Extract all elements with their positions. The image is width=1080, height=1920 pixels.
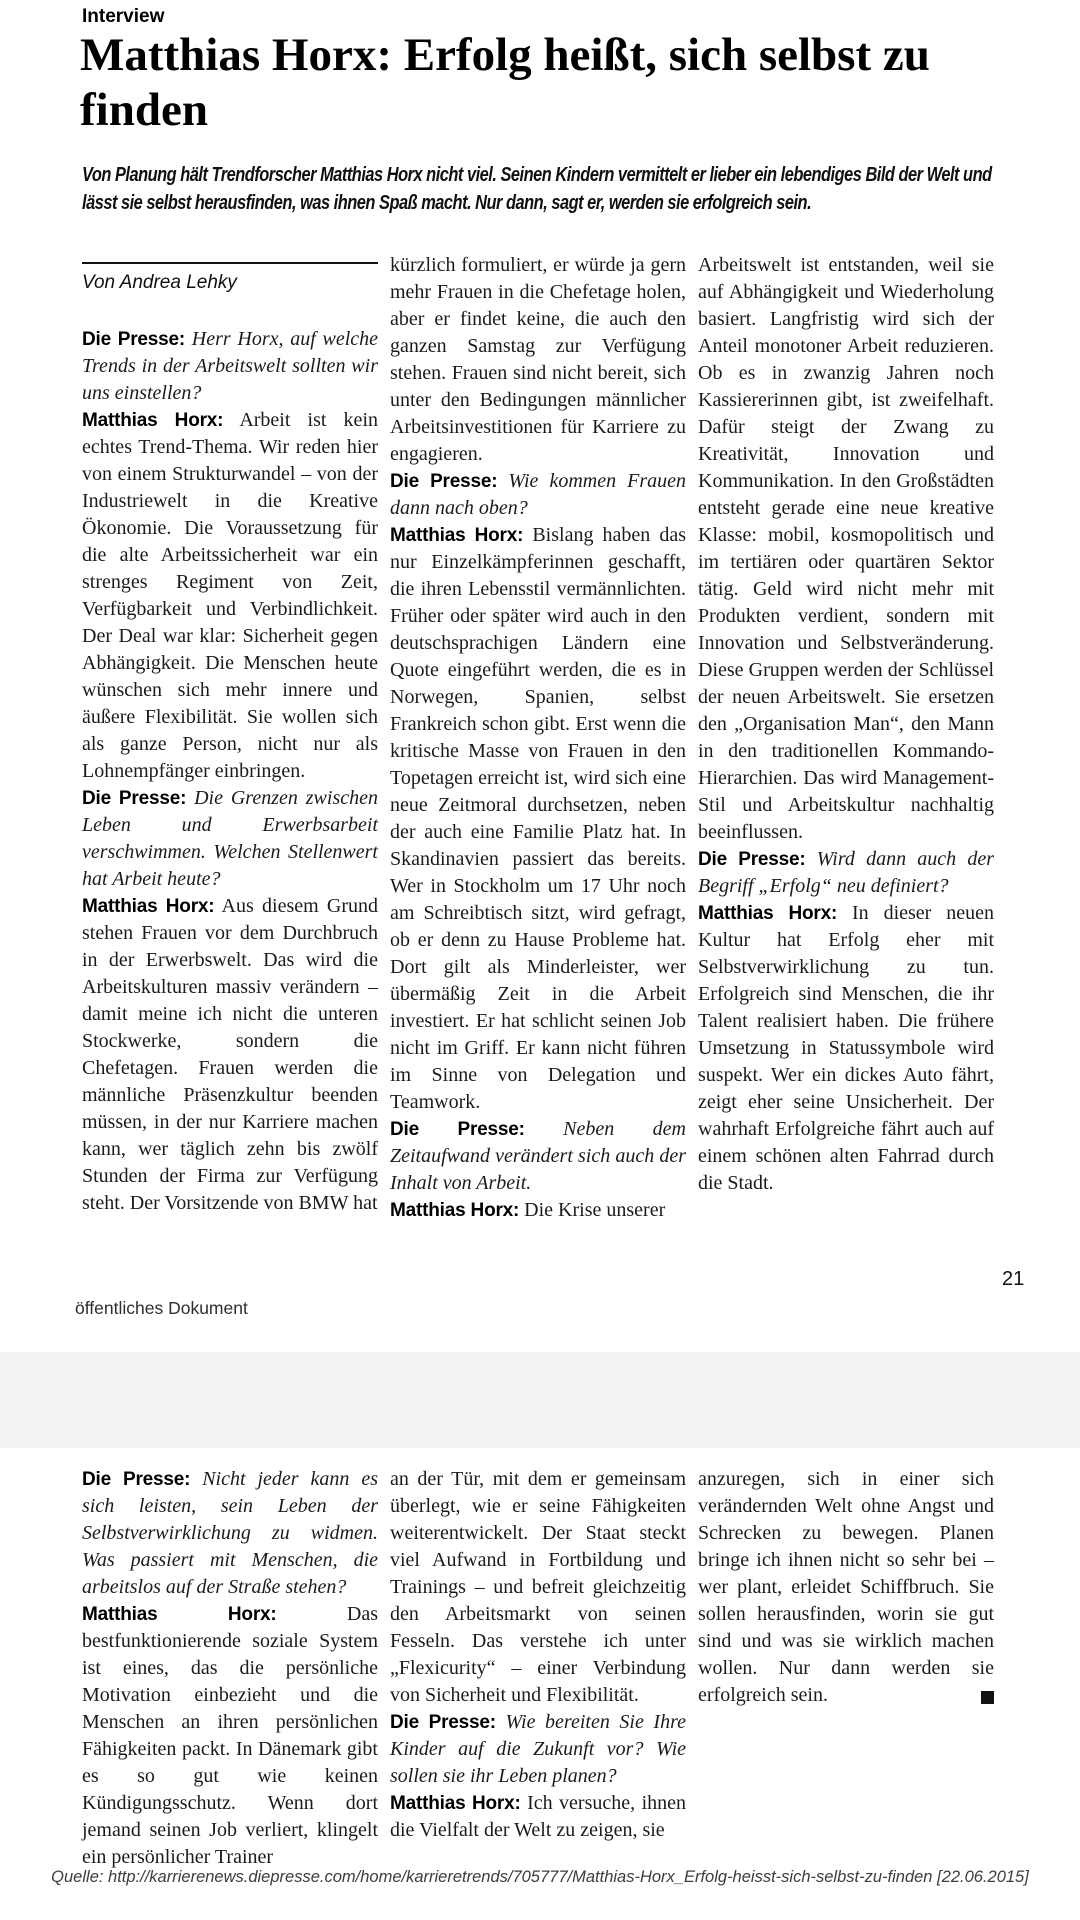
page2-column-2 — [390, 1466, 686, 1871]
answer-text: In dieser neuen Kultur hat Erfolg eher mit Selbstverwirklichung zu tun. Erfolgreich sind Menschen, die ihr Talent realisiert haben. Die frühere Umsetzung in Statussymbole wird suspekt. Wer ein dickes Auto fährt, zeigt eher seine Unsicherheit. Der wahrhaft Erfolgreiche fährt auch auf einem schönen alten Fahrrad durch die Stadt. — [698, 902, 994, 1194]
question-text: Neben dem Zeitaufwand verändert sich auch der Inhalt von Arbeit. — [390, 1118, 686, 1194]
qa-paragraph — [82, 326, 378, 407]
byline-block — [82, 262, 378, 294]
continuation-paragraph — [698, 1466, 994, 1709]
page-number: 21 — [1002, 1268, 1025, 1290]
answer-text: kürzlich formuliert, er würde ja gern mehr Frauen in die Chefetage holen, aber er findet keine, die auch den ganzen Samstag zur Verfügung stehen. Frauen sind nicht bereit, sich unter den Bedingungen männlicher Arbeitsinvestitionen für Karriere zu engagieren. — [390, 254, 686, 465]
answer-text: Das bestfunktionierende soziale System ist eines, das die persönliche Motivation einbezieht und die Menschen an ihren persönlichen Fähigkeiten packt. In Dänemark gibt es so gut wie keinen Kündigungsschutz. Wenn dort jemand seinen Job verliert, klingelt ein persönlicher Trainer — [82, 1603, 378, 1868]
page1-columns — [82, 252, 994, 1224]
speaker-label: Matthias Horx: — [698, 903, 838, 924]
page1-column-3 — [698, 252, 994, 1224]
lead-paragraph-wrap — [82, 162, 994, 217]
answer-text: anzuregen, sich in einer sich verändernden Welt ohne Angst und Schrecken zu bewegen. Planen bringe ich ihnen nicht so sehr bei – wer plant, erleidet Schiffbruch. Sie sollen herausfinden, worin sie gut sind und was sie wirklich machen wollen. Nur dann werden sie erfolgreich sein. — [698, 1468, 994, 1706]
speaker-label: Die Presse: — [82, 329, 186, 350]
document-classification-label: öffentliches Dokument — [75, 1298, 248, 1318]
lead-paragraph: Von Planung hält Trendforscher Matthias Horx nicht viel. Seinen Kindern vermittelt er lieber ein lebendiges Bild der Welt und lässt sie selbst herausfinden, was ihnen Spaß macht. Nur dann, sagt er, werden sie erfolgreich sein. — [82, 164, 992, 214]
answer-text: Arbeit ist kein echtes Trend-Thema. Wir reden hier von einem Strukturwandel – von der Industriewelt in die Kreative Ökonomie. Die Voraussetzung für die alte Arbeitssicherheit war ein strenges Regiment von Zeit, Verfügbarkeit und Verbindlichkeit. Der Deal war klar: Sicherheit gegen Abhängigkeit. Die Menschen heute wünschen sich mehr innere und äußere Flexibilität. Sie wollen sich als ganze Person, nicht nur als Lohnempfänger einbringen. — [82, 409, 378, 782]
qa-paragraph — [390, 1116, 686, 1197]
page1-column-2 — [390, 252, 686, 1224]
page2-column-3 — [698, 1466, 994, 1871]
qa-paragraph — [390, 522, 686, 1116]
byline-text: Von Andrea Lehky — [82, 272, 237, 293]
answer-text: Arbeitswelt ist entstanden, weil sie auf Abhängigkeit und Wiederholung basiert. Langfristig wird sich der Anteil monotoner Arbeit reduzieren. Ob es in zwanzig Jahren noch Kassiererinnen gibt, ist zweifelhaft. Dafür steigt der Zwang zu Kreativität, Innovation und Kommunikation. In den Großstädten entsteht gerade eine neue kreative Klasse: mobil, kosmopolitisch und im tertiären oder quartären Sektor tätig. Geld wird nicht mehr mit Produkten verdient, sondern mit Innovation und Selbstveränderung. Diese Gruppen werden der Schlüssel der neuen Arbeitswelt. Sie ersetzen den „Organisation Man“, den Mann in den traditionellen Kommando-Hierarchien. Das wird Management-Stil und Arbeitskultur nachhaltig beeinflussen. — [698, 254, 994, 843]
answer-text: Ich versuche, ihnen die Vielfalt der Welt zu zeigen, sie — [390, 1792, 686, 1841]
answer-text: Die Krise unserer — [524, 1199, 666, 1221]
qa-paragraph — [390, 468, 686, 522]
page-gap-band — [0, 1352, 1080, 1448]
answer-text: an der Tür, mit dem er gemeinsam überlegt, wie er seine Fähigkeiten weiterentwickelt. Der Staat steckt viel Aufwand in Fortbildung und Trainings – und befreit gleichzeitig den Arbeitsmarkt von seinen Fesseln. Das verstehe ich unter „Flexicurity“ – einer Verbindung von Sicherheit und Flexibilität. — [390, 1468, 686, 1706]
speaker-label: Die Presse: — [698, 849, 806, 870]
kicker-label: Interview — [82, 6, 165, 27]
qa-paragraph — [82, 407, 378, 785]
page1-column-1 — [82, 252, 378, 1224]
qa-paragraph — [390, 1709, 686, 1790]
question-text: Nicht jeder kann es sich leisten, sein Leben der Selbstverwirklichung zu widmen. Was passiert mit Menschen, die arbeitslos auf der Straße stehen? — [82, 1468, 379, 1598]
speaker-label: Matthias Horx: — [82, 410, 224, 431]
page2-columns — [82, 1466, 994, 1871]
question-text: Wie kommen Frauen dann nach oben? — [390, 470, 686, 519]
source-citation: Quelle: http://karrierenews.diepresse.com/home/karrieretrends/705777/Matthias-Horx_Erfolg-heisst-sich-selbst-zu-finden [22.06.2015] — [51, 1868, 1029, 1886]
question-text: Die Grenzen zwischen Leben und Erwerbsarbeit verschwimmen. Welchen Stellenwert hat Arbeit heute? — [82, 787, 378, 890]
speaker-label: Die Presse: — [82, 1469, 191, 1490]
speaker-label: Matthias Horx: — [82, 896, 215, 917]
speaker-label: Matthias Horx: — [390, 1200, 520, 1221]
qa-paragraph — [82, 893, 378, 1217]
answer-text: Bislang haben das nur Einzelkämpferinnen geschafft, die ihren Lebensstil vermännlichten. Früher oder später wird auch in den deutschsprachigen Ländern eine Quote eingeführt werden, die es in Norwegen, Spanien, selbst Frankreich schon gibt. Erst wenn die kritische Masse von Frauen in den Topetagen erreicht ist, wird sich eine neue Zeitmoral durchsetzen, neben der auch eine Familie Platz hat. In Skandinavien passiert das bereits. Wer in Stockholm um 17 Uhr noch am Schreibtisch sitzt, wird gefragt, ob er denn zu Hause Probleme hat. Dort gilt als Minderleister, wer übermäßig Zeit in die Arbeit investiert. Er hat schlicht seinen Job nicht im Griff. Er kann nicht führen im Sinne von Delegation und Teamwork. — [390, 524, 687, 1113]
qa-paragraph — [390, 1197, 686, 1224]
question-text: Wie bereiten Sie Ihre Kinder auf die Zukunft vor? Wie sollen sie ihr Leben planen? — [390, 1711, 686, 1787]
question-text: Herr Horx, auf welche Trends in der Arbeitswelt sollten wir uns einstellen? — [82, 328, 379, 404]
qa-paragraph — [698, 846, 994, 900]
speaker-label: Die Presse: — [390, 1712, 496, 1733]
continuation-paragraph — [390, 1466, 686, 1709]
page2-column-1 — [82, 1466, 378, 1871]
qa-paragraph — [82, 785, 378, 893]
speaker-label: Matthias Horx: — [82, 1604, 277, 1625]
article-title: Matthias Horx: Erfolg heißt, sich selbst zu finden — [80, 29, 930, 136]
continuation-paragraph — [390, 252, 686, 468]
question-text: Wird dann auch der Begriff „Erfolg“ neu definiert? — [698, 848, 995, 897]
speaker-label: Die Presse: — [390, 471, 498, 492]
qa-paragraph — [82, 1601, 378, 1871]
qa-paragraph — [82, 1466, 378, 1601]
speaker-label: Matthias Horx: — [390, 1793, 521, 1814]
continuation-paragraph — [698, 252, 994, 846]
qa-paragraph — [698, 900, 994, 1197]
article-end-mark-icon — [981, 1691, 994, 1704]
answer-text: Aus diesem Grund stehen Frauen vor dem Durchbruch in der Erwerbswelt. Das wird die Arbeitskulturen massiv verändern – damit meine ich nicht die unteren Stockwerke, sondern die Chefetagen. Frauen werden die männliche Präsenzkultur beenden müssen, in der nur Karriere machen kann, wer täglich zehn bis zwölf Stunden der Firma zur Verfügung steht. Der Vorsitzende von BMW hat — [82, 895, 378, 1214]
qa-paragraph — [390, 1790, 686, 1844]
speaker-label: Die Presse: — [82, 788, 187, 809]
speaker-label: Die Presse: — [390, 1119, 525, 1140]
speaker-label: Matthias Horx: — [390, 525, 524, 546]
